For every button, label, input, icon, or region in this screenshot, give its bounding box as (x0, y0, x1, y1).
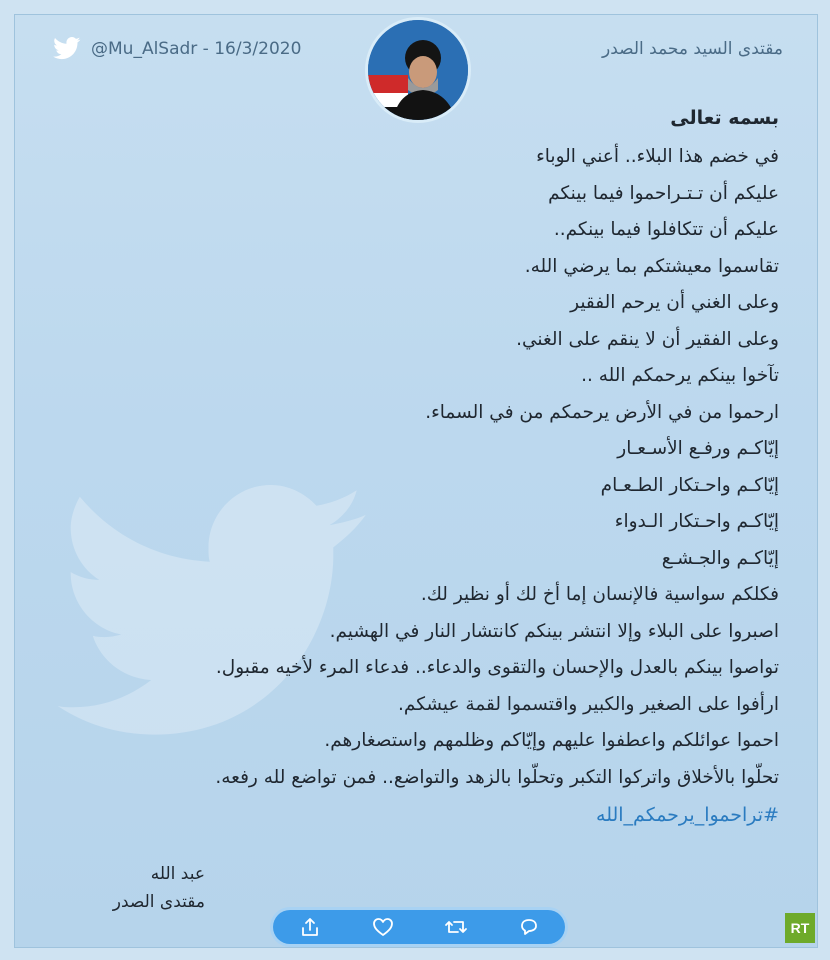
tweet-line: تقاسموا معيشتكم بما يرضي الله. (524, 255, 779, 277)
retweet-button[interactable] (444, 915, 468, 939)
signature-line: مقتدى الصدر (112, 892, 205, 912)
twitter-bird-icon (53, 37, 81, 60)
tweet-line: إيّاكـم والجـشـع (661, 547, 779, 569)
rt-logo: RT (785, 913, 815, 943)
tweet-greeting: بسمه تعالى (670, 107, 779, 129)
share-icon (300, 917, 320, 937)
reply-button[interactable] (517, 915, 541, 939)
tweet-line: وعلى الفقير أن لا ينقم على الغني. (516, 328, 779, 350)
author-name[interactable]: مقتدى السيد محمد الصدر (601, 39, 783, 59)
like-button[interactable] (371, 915, 395, 939)
tweet-line: إيّاكـم واحـتكار الـدواء (614, 511, 779, 532)
tweet-line: اصبروا على البلاء وإلا انتشر بينكم كانتشار النار في الهشيم. (329, 620, 779, 642)
heart-icon (372, 917, 394, 937)
tweet-line: عليكم أن تتكافلوا فيما بينكم.. (553, 219, 779, 240)
tweet-action-bar (273, 910, 565, 944)
tweet-line: في خضم هذا البلاء.. أعني الوباء (536, 146, 779, 167)
user-handle-date[interactable]: @Mu_AlSadr - 16/3/2020 (91, 38, 302, 59)
tweet-line: فكلكم سواسية فالإنسان إما أخ لك أو نظير لك. (420, 584, 779, 605)
tweet-line: وعلى الغني أن يرحم الفقير (570, 292, 779, 313)
share-button[interactable] (298, 915, 322, 939)
signature-line: عبد الله (150, 864, 205, 884)
tweet-line: تآخوا بينكم يرحمكم الله .. (581, 365, 779, 386)
retweet-icon (444, 917, 468, 937)
tweet-line: تواصوا بينكم بالعدل والإحسان والتقوى والدعاء.. فدعاء المرء لأخيه مقبول. (215, 657, 779, 678)
tweet-line: تحلّوا بالأخلاق واتركوا التكبر وتحلّوا بالزهد والتواضع.. فمن تواضع لله رفعه. (215, 766, 779, 788)
reply-icon (518, 917, 540, 937)
tweet-line: إيّاكـم ورفـع الأسـعـار (617, 438, 779, 459)
tweet-line: احموا عوائلكم واعطفوا عليهم وإيّاكم وظلمهم واستصغارهم. (324, 730, 779, 751)
tweet-line: ارأفوا على الصغير والكبير واقتسموا لقمة عيشكم. (398, 693, 779, 715)
tweet-body (39, 103, 779, 834)
handle-group (53, 37, 301, 60)
tweet-card (14, 14, 818, 948)
signature (95, 860, 205, 916)
tweet-line: إيّاكـم واحـتكار الطـعـام (600, 474, 779, 496)
tweet-line: ارحموا من في الأرض يرحمكم من في السماء. (425, 401, 779, 423)
tweet-line: عليكم أن تـتـراحموا فيما بينكم (548, 182, 779, 204)
hashtag-link[interactable]: #تراحموا_يرحمكم_الله (596, 804, 779, 826)
